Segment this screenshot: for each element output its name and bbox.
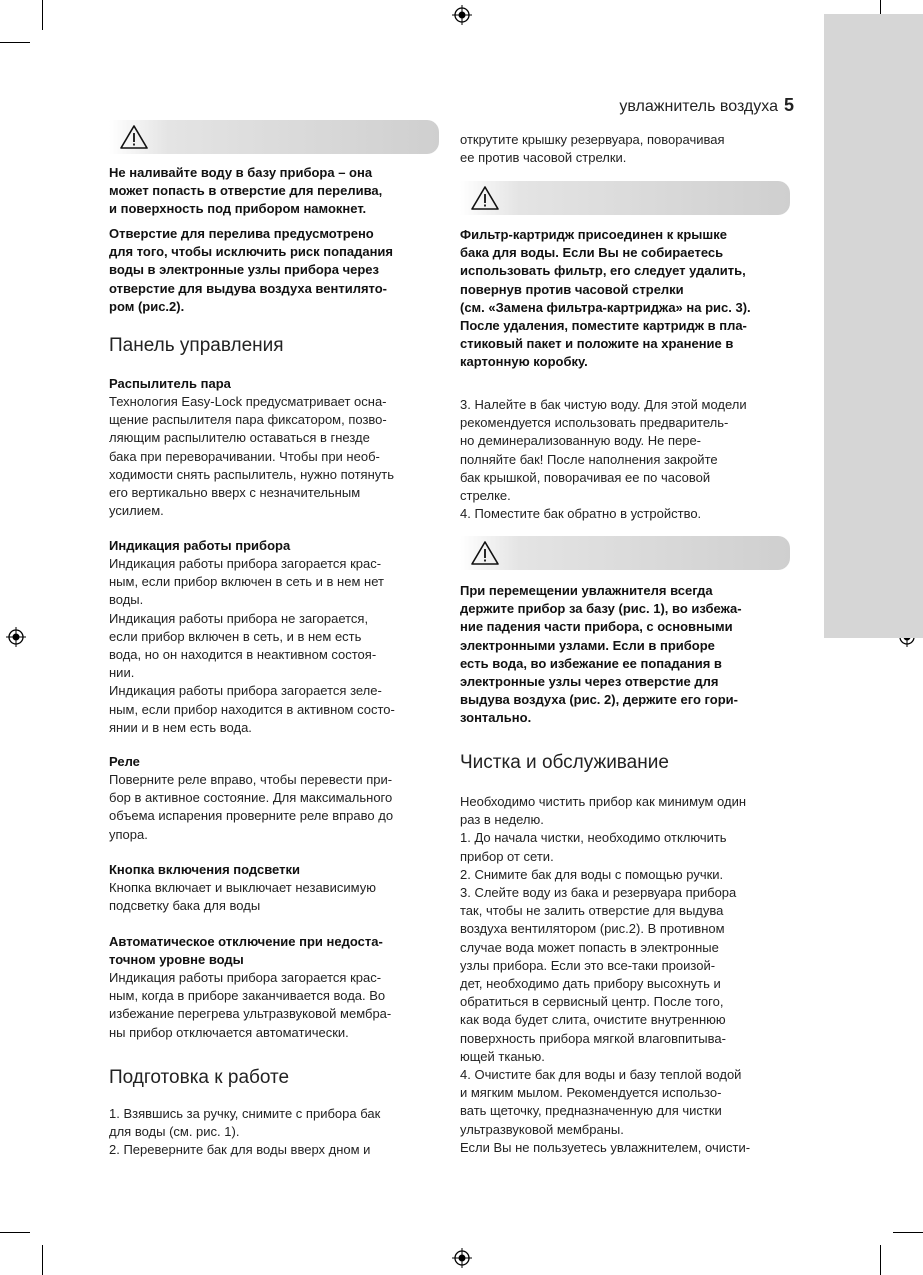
crop-mark	[880, 1245, 881, 1275]
subheading: Распылитель пара	[109, 376, 231, 391]
subheading: Реле	[109, 754, 140, 769]
paragraph: Технология Easy-Lock предусматривает осна- щение распылителя пара фиксатором, позво- ляющим распылителю оставаться в гнезде бака при переворачивании. Чтобы при необ- ходимости снять распылитель, нужно потянуть его вертикально вверх с незначительным усилием.	[109, 394, 395, 519]
paragraph: Индикация работы прибора загорается крас- ным, если прибор включен в сеть и в нем нет воды. Индикация работы прибора не загорается, если прибор включен в сеть, и в нем есть вода, но он находится в неактивном состоя- нии. Индикация работы прибора загорается зеле- ным, если прибор находится в активном состо- янии и в нем есть вода.	[109, 556, 395, 735]
crop-mark	[42, 0, 43, 30]
crop-mark	[0, 42, 30, 43]
warning-bar	[460, 536, 790, 570]
crop-mark	[42, 1245, 43, 1275]
subheading: Автоматическое отключение при недоста- точном уровне воды	[109, 934, 383, 968]
crop-mark	[893, 1232, 923, 1233]
side-tab	[824, 14, 923, 638]
registration-mark-icon	[452, 5, 472, 25]
warning-text: Отверстие для перелива предусмотрено для того, чтобы исключить риск попадания воды в электронные узлы прибора через отверстие для выдува воздуха вентилято- ром (рис.2).	[109, 226, 394, 314]
warning-icon	[119, 124, 149, 150]
paragraph: 3. Налейте в бак чистую воду. Для этой модели рекомендуется использовать предваритель- но деминерализованную воду. Не пере- полняйте бак! После наполнения закройте бак крышкой, поворачивая ее по часовой стрелке. 4. Поместите бак обратно в устройство.	[460, 397, 747, 522]
paragraph: Поверните реле вправо, чтобы перевести при- бор в активное состояние. Для максимального объема испарения проверните реле вправо до упора.	[109, 772, 394, 842]
paragraph: Индикация работы прибора загорается крас- ным, когда в приборе заканчивается вода. Во избежание перегрева ультразвуковой мембра- ны прибор отключается автоматически.	[109, 970, 392, 1040]
paragraph: Кнопка включает и выключает независимую подсветку бака для воды	[109, 880, 376, 914]
paragraph: открутите крышку резервуара, поворачивая ее против часовой стрелки.	[460, 132, 725, 166]
section-heading: Подготовка к работе	[109, 1067, 290, 1088]
registration-mark-icon	[6, 627, 26, 647]
header-title: увлажнитель воздуха	[619, 98, 778, 115]
crop-mark	[0, 1232, 30, 1233]
warning-text: Фильтр-картридж присоединен к крышке бака для воды. Если Вы не собираетесь использовать фильтр, его следует удалить, повернув против часовой стрелки (см. «Замена фильтра-картриджа» на рис. 3). После удаления, поместите картридж в пла- стиковый пакет и положите на хранение в картонную коробку.	[460, 227, 751, 370]
subheading: Кнопка включения подсветки	[109, 862, 300, 877]
warning-text: При перемещении увлажнителя всегда держите прибор за базу (рис. 1), во избежа- ние падения части прибора, с основными электронными узлами. Если в приборе есть вода, во избежание ее попадания в электронные узлы через отверстие для выдува воздуха (рис. 2), держите его гори- зонтально.	[460, 583, 742, 726]
section-heading: Панель управления	[109, 335, 284, 356]
warning-bar	[460, 181, 790, 215]
page-number: 5	[783, 95, 794, 115]
warning-icon	[470, 540, 500, 566]
subheading: Индикация работы прибора	[109, 538, 291, 553]
section-heading: Чистка и обслуживание	[460, 752, 669, 773]
warning-text: Не наливайте воду в базу прибора – она может попасть в отверстие для перелива, и поверхность под прибором намокнет.	[109, 165, 383, 217]
paragraph: 1. Взявшись за ручку, снимите с прибора бак для воды (см. рис. 1). 2. Переверните бак для воды вверх дном и	[109, 1106, 381, 1158]
warning-icon	[470, 185, 500, 211]
registration-mark-icon	[452, 1248, 472, 1268]
page-header	[619, 95, 794, 116]
warning-bar	[109, 120, 439, 154]
paragraph: Необходимо чистить прибор как минимум один раз в неделю. 1. До начала чистки, необходимо отключить прибор от сети. 2. Снимите бак для воды с помощью ручки. 3. Слейте воду из бака и резервуара прибора так, чтобы не залить отверстие для выдува воздуха вентилятором (рис.2). В противном случае вода может попасть в электронные узлы прибора. Если это все-таки произой- дет, необходимо дать прибору высохнуть и обратиться в сервисный центр. После того, как вода будет слита, очистите внутреннюю поверхность прибора мягкой влаговпитыва- ющей тканью. 4. Очистите бак для воды и базу теплой водой и мягким мылом. Рекомендуется использо- вать щеточку, предназначенную для чистки ультразвуковой мембраны. Если Вы не пользуетесь увлажнителем, очисти-	[460, 794, 751, 1155]
